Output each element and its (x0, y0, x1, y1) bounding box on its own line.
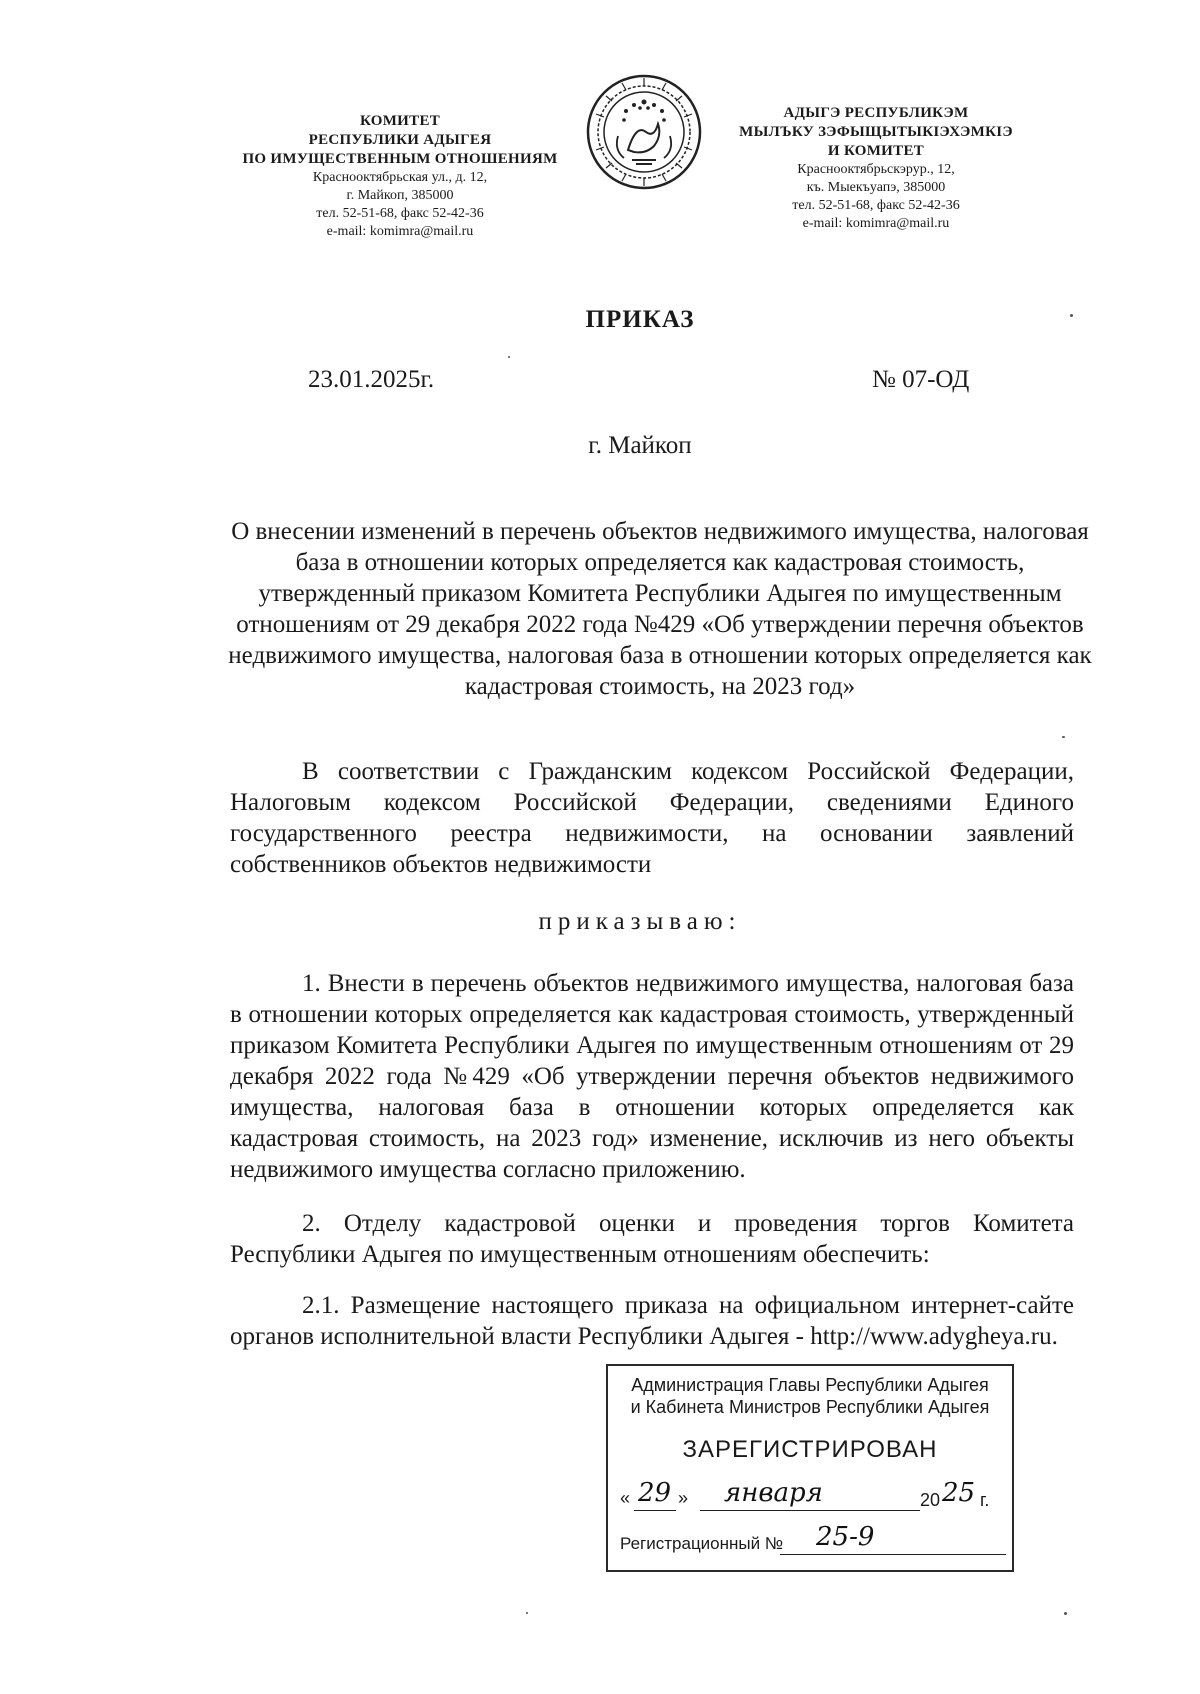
intro-paragraph (230, 756, 1074, 880)
header-left-line1: КОМИТЕТ (359, 113, 441, 129)
stamp-month: января (724, 1478, 823, 1508)
header-left-address1: Краснооктябрьская ул., д. 12, (312, 170, 488, 185)
header-left-line3: ПО ИМУЩЕСТВЕННЫМ ОТНОШЕНИЯМ (242, 151, 558, 167)
header-left-address2: г. Майкоп, 385000 (346, 188, 454, 203)
stamp-year-suffix: 25 (942, 1478, 976, 1508)
stamp-org (614, 1374, 1006, 1418)
stamp-quote-open: « (620, 1488, 631, 1508)
header-right-phone: тел. 52-51-68, факс 52-42-36 (792, 198, 960, 213)
item-2-1-text: 2.1. Размещение настоящего приказа на официальном интернет-сайте органов исполнительной власти Республики Адыгея - http://www.adygheya.ru. (230, 1292, 1074, 1350)
stamp-org-line2: и Кабинета Министров Республики Адыгея (630, 1397, 990, 1417)
stamp-year-unit: г. (980, 1490, 990, 1510)
header-right-line3: И КОМИТЕТ (827, 143, 925, 159)
registration-stamp (606, 1364, 1014, 1572)
order-word: приказываю: (538, 908, 742, 935)
header-right-line1: АДЫГЭ РЕСПУБЛИКЭМ (783, 105, 969, 121)
header-left-ru (200, 112, 600, 241)
header-right-line2: МЫЛЪКУ ЗЭФЫЩЫТЫКIЭХЭМКIЭ (739, 124, 1013, 140)
header-right-ady (706, 104, 1046, 233)
header-right-address1: Краснооктябрьскэрур., 12, (797, 162, 955, 177)
item-1 (230, 968, 1074, 1185)
stamp-reg-row (620, 1522, 1006, 1556)
scan-speck (526, 1612, 528, 1614)
header-left-line2: РЕСПУБЛИКИ АДЫГЕЯ (308, 132, 492, 148)
header-left-phone: тел. 52-51-68, факс 52-42-36 (316, 206, 484, 221)
stamp-status: ЗАРЕГИСТРИРОВАН (682, 1436, 938, 1463)
document-date: 23.01.2025г. (308, 366, 435, 393)
stamp-org-line1: Администрация Главы Республики Адыгея (631, 1375, 989, 1395)
stamp-quote-close: » (678, 1488, 689, 1508)
coat-of-arms-icon (584, 72, 704, 192)
scan-speck (1070, 314, 1073, 317)
item-2 (230, 1208, 1074, 1270)
stamp-reg-number: 25-9 (816, 1522, 875, 1552)
stamp-reg-label: Регистрационный № (620, 1534, 784, 1553)
item-2-1 (230, 1290, 1074, 1352)
document-title: ПРИКАЗ (585, 306, 695, 333)
document-city: г. Майкоп (588, 432, 692, 459)
stamp-date-row (620, 1478, 1006, 1514)
scan-speck (1062, 736, 1065, 738)
document-subject: О внесении изменений в перечень объектов недвижимого имущества, налоговая база в отношении которых определяется как кадастровая стоимость, утвержденный приказом Комитета Республики Адыгея по имущественным отношениям от 29 декабря 2022 года №429 «Об утверждении перечня объектов недвижимого имущества, налоговая база в отношении которых определяется как кадастровая стоимость, на 2023 год» (228, 518, 1092, 700)
stamp-day: 29 (638, 1478, 672, 1508)
document-number: № 07-ОД (872, 366, 970, 393)
header-left-email: e-mail: komimra@mail.ru (326, 224, 474, 239)
header-right-email: e-mail: komimra@mail.ru (802, 216, 950, 231)
header-right-address2: къ. Мыекъуапэ, 385000 (806, 180, 946, 195)
scan-speck (508, 356, 510, 358)
scan-speck (1064, 1612, 1067, 1615)
item-2-text: 2. Отделу кадастровой оценки и проведения торгов Комитета Республики Адыгея по имущественным отношениям обеспечить: (230, 1210, 1074, 1268)
stamp-year-prefix: 20 (920, 1490, 941, 1510)
intro-text: В соответствии с Гражданским кодексом Российской Федерации, Налоговым кодексом Российской Федерации, сведениями Единого государственного реестра недвижимости, на основании заявлений собственников объектов недвижимости (230, 758, 1074, 878)
item-1-text: 1. Внести в перечень объектов недвижимого имущества, налоговая база в отношении которых определяется как кадастровая стоимость, утвержденный приказом Комитета Республики Адыгея по имущественным отношениям от 29 декабря 2022 года №429 «Об утверждении перечня объектов недвижимого имущества, налоговая база в отношении которых определяется как кадастровая стоимость, на 2023 год» изменение, исключив из него объекты недвижимого имущества согласно приложению. (230, 970, 1074, 1183)
